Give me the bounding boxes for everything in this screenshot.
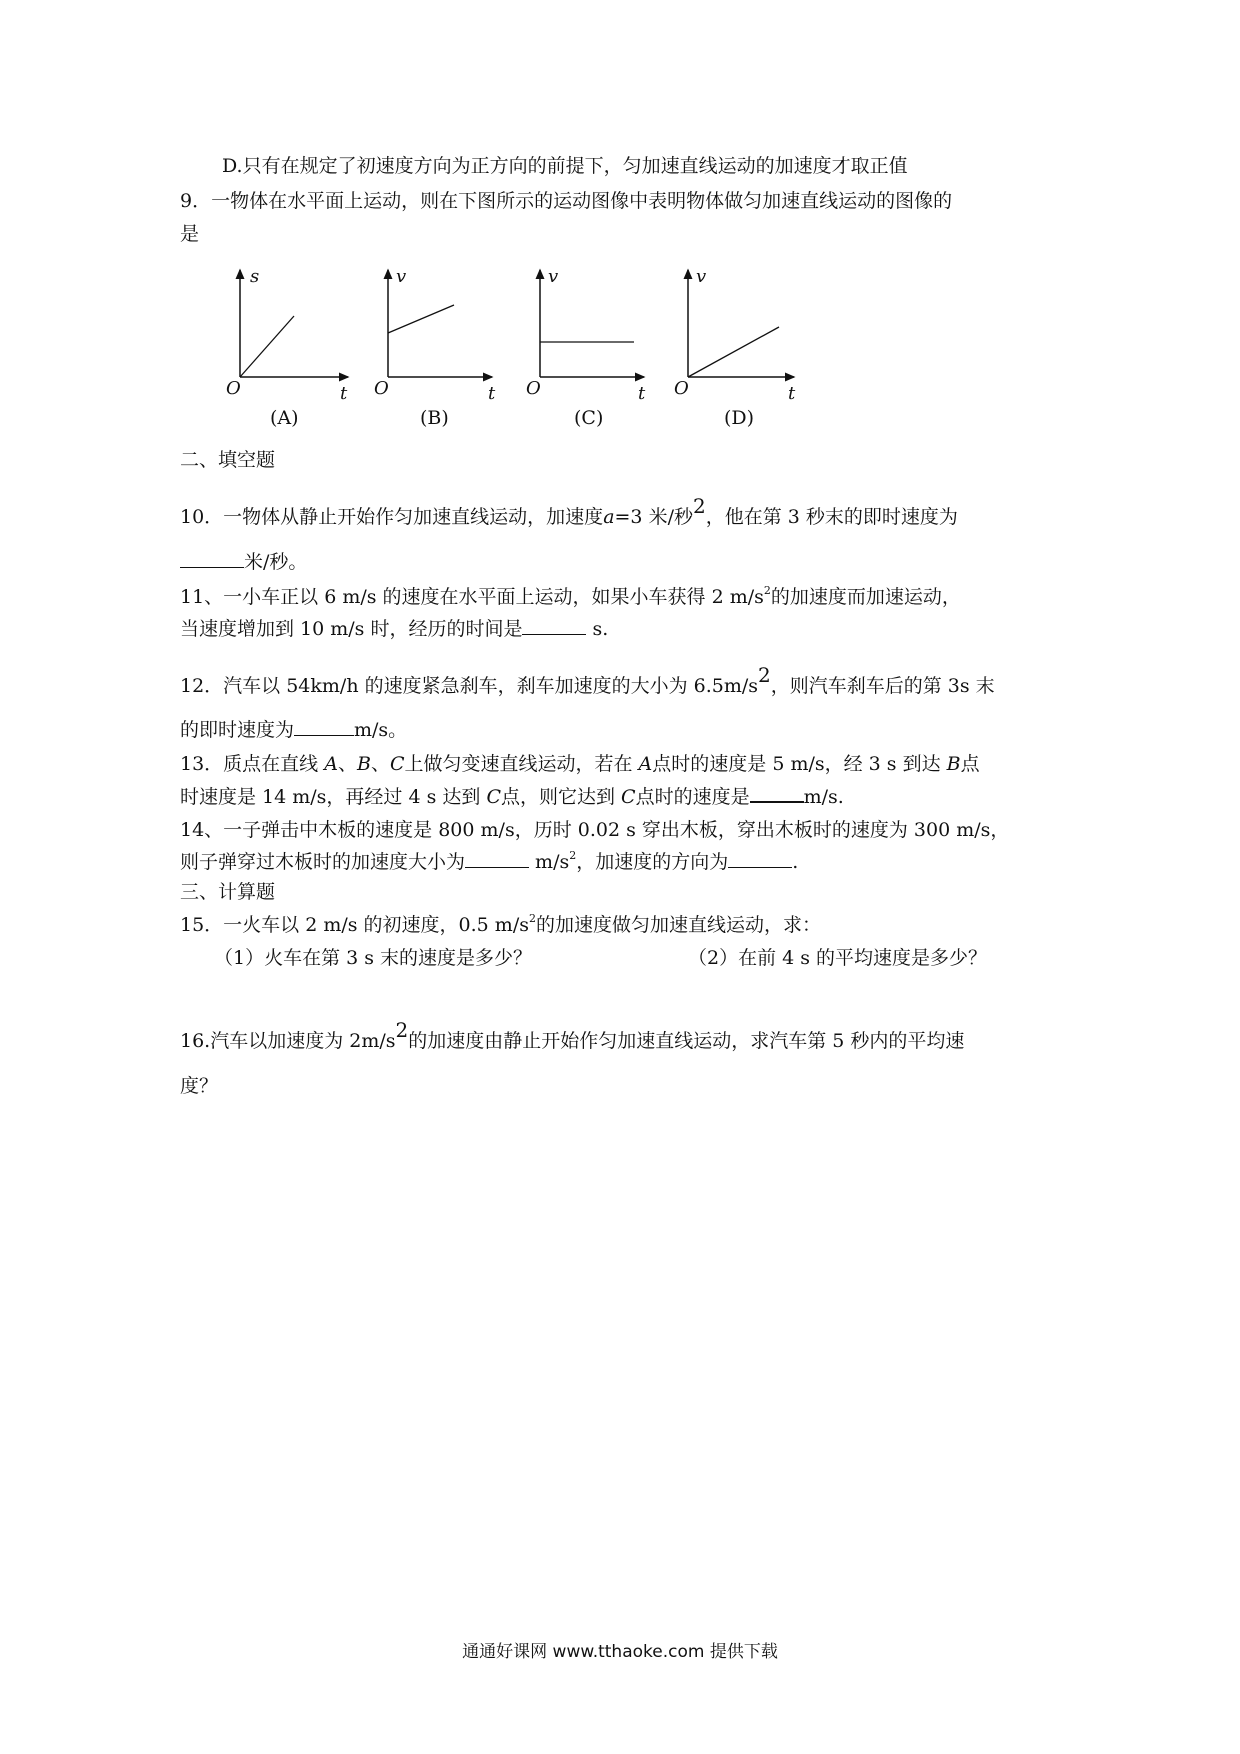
graph-b-line [388,305,454,333]
q15-subquestion-1: （1）火车在第 3 s 末的速度是多少？ [214,947,533,969]
graph-b-caption: (B) [420,407,449,429]
graph-b-y-label: v [396,266,407,287]
q12-line2: 的即时速度为 m/s。 [180,719,408,741]
graph-c-origin: O [526,378,541,399]
graph-a-caption: (A) [270,407,299,429]
q8-option-d: D.只有在规定了初速度方向为正方向的前提下，匀加速直线运动的加速度才取正值 [222,155,908,177]
q12-line1: 12．汽车以 54km/h 的速度紧急刹车，刹车加速度的大小为 $6.5m/s^2$，则汽车刹车后的第 3s 末 [180,663,995,697]
q10-line1: 10．一物体从静止开始作匀加速直线运动，加速度a=3 米/秒$^2$，他在第 3 秒末的即时速度为 [180,494,958,528]
q10-answer-blank[interactable] [180,549,244,568]
q13-answer-blank[interactable] [750,783,804,803]
q15-line1: 15．一火车以 2 m/s 的初速度，0.5 $m/s^2$的加速度做匀加速直线运动，求： [180,912,821,936]
q14-line1: 14、一子弹击中木板的速度是 800 m/s，历时 0.02 s 穿出木板，穿出木板时的速度为 300 m/s， [180,819,1010,841]
q9-stem-line1: 9．一物体在水平面上运动，则在下图所示的运动图像中表明物体做匀加速直线运动的图像的 [180,190,953,212]
graph-b [374,266,496,429]
graph-c-x-label: t [638,383,646,404]
graphs-svg [222,262,822,432]
graph-c [526,266,646,429]
q11-answer-blank[interactable] [522,616,586,635]
q14-line2: 则子弹穿过木板时的加速度大小为 $m/s^2$，加速度的方向为 . [180,849,799,873]
q11-line1: 11、一小车正以 6 m/s 的速度在水平面上运动，如果小车获得 2 $m/s^2$的加速度而加速运动， [180,584,961,608]
graph-d [674,266,796,429]
graph-d-caption: (D) [724,407,755,429]
page-footer: 通通好课网 www.tthaoke.com 提供下载 [462,1642,778,1662]
graph-a-line [240,316,294,377]
graph-d-origin: O [674,378,689,399]
graph-d-y-label: v [696,266,707,287]
graph-d-x-label: t [788,383,796,404]
q11-line2: 当速度增加到 10 m/s 时，经历的时间是 s. [180,618,609,640]
graph-a-origin: O [226,378,241,399]
q16-line2: 度？ [180,1075,219,1097]
q12-answer-blank[interactable] [294,717,354,736]
q13-line1: 13．质点在直线 A、B、C上做匀变速直线运动，若在 A点时的速度是 5 m/s，经 3 s 到达 B点 [180,753,980,775]
q9-stem-line2: 是 [180,223,200,245]
section-calculation-heading: 三、计算题 [180,881,276,903]
q10-line2: 米/秒。 [180,548,307,576]
q9-motion-graphs [222,262,822,432]
graph-a-x-label: t [340,383,348,404]
graph-b-origin: O [374,378,389,399]
graph-c-y-label: v [548,266,559,287]
graph-d-line [688,327,779,377]
graph-a [226,266,348,429]
q14-direction-blank[interactable] [728,849,792,868]
graph-a-y-label: s [250,266,260,287]
q14-magnitude-blank[interactable] [465,849,529,868]
graph-b-x-label: t [488,383,496,404]
q15-subquestion-2: （2）在前 4 s 的平均速度是多少？ [688,947,988,969]
graph-c-caption: (C) [574,407,604,429]
section-fill-in-heading: 二、填空题 [180,449,276,471]
q16-line1: 16.汽车以加速度为 $2m/s^2$的加速度由静止开始作匀加速直线运动，求汽车第 5 秒内的平均速 [180,1018,965,1052]
q13-line2: 时速度是 14 m/s，再经过 4 s 达到 C点，则它达到 C点时的速度是 m/s. [180,783,844,811]
